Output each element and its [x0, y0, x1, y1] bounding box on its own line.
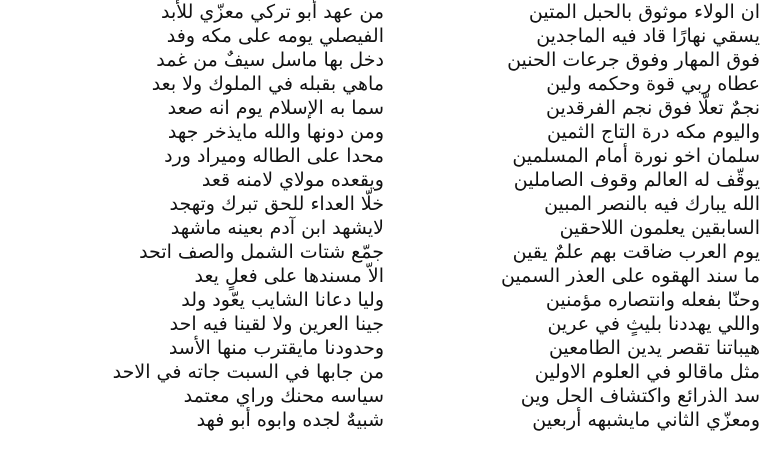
verse-line: ماهي بقبله في الملوك ولا بعد — [151, 73, 384, 95]
verse-line: دخل بها ماسل سيفٌ من غمد — [156, 49, 384, 71]
poem-column-left — [22, 0, 394, 470]
verse-line: سياسه محنك وراي معتمد — [183, 385, 384, 407]
verse-line: مثل ماقالو في العلوم الاولين — [534, 361, 760, 383]
verse-line: يوم العرب ضاقت بهم علمٌ يقين — [512, 241, 760, 263]
verse-line: السابقين يعلمون اللاحقين — [559, 217, 760, 239]
verse-line: شبيهٌ لجده وابوه أبو فهد — [196, 409, 384, 431]
verse-line: وليا دعانا الشايب يعّود ولد — [181, 289, 384, 311]
verse-line: يوقّف له العالم وقوف الصاملين — [513, 169, 760, 191]
verse-line: يسقي نهارًا قاد فيه الماجدين — [536, 25, 760, 47]
verse-line: الله يبارك فيه بالنصر المبين — [544, 193, 760, 215]
poem-column-right — [408, 0, 780, 470]
verse-line: جينا العرين ولا لقينا فيه احد — [169, 313, 384, 335]
verse-line: ان الولاء موثوق بالحبل المتين — [528, 1, 760, 23]
verse-line: سد الذرائع واكتشاف الحل وين — [520, 385, 760, 407]
verse-line: ويقعده مولاي لامنه قعد — [201, 169, 384, 191]
verse-line: الاّ مسندها على فعلٍ يعد — [194, 265, 384, 287]
verse-line: وحنّا بفعله وانتصاره مؤمنين — [545, 289, 760, 311]
verse-line: عطاه ربي قوة وحكمه ولين — [546, 73, 760, 95]
verse-line: ومعزّي الثاني مايشبهه أربعين — [532, 409, 760, 431]
verse-line: نجمٌ تعلّا فوق نجم الفرقدين — [546, 97, 760, 119]
verse-line: جمّع شتات الشمل والصف اتحد — [139, 241, 384, 263]
verse-line: ومن دونها والله مايذخر جهد — [167, 121, 384, 143]
verse-line: سلمان اخو نورة أمام المسلمين — [512, 145, 760, 167]
verse-line: هيباتنا تقصر يدين الطامعين — [548, 337, 760, 359]
verse-line: واليوم مكه درة التاج الثمين — [547, 121, 760, 143]
verse-line: خلّا العداء للحق تبرك وتهجد — [169, 193, 384, 215]
verse-line: من جابها في السبت جاته في الاحد — [112, 361, 384, 383]
verse-line: ما سند الهقوه على العذر السمين — [500, 265, 760, 287]
verse-line: لايشهد ابن آدم بعينه ماشهد — [170, 217, 384, 239]
verse-line: سما به الإسلام يوم انه صعد — [167, 97, 384, 119]
verse-line: واللي يهددنا بليثٍ في عرين — [547, 313, 760, 335]
verse-line: فوق المهار وفوق جرعات الحنين — [507, 49, 760, 71]
verse-line: محدا على الطاله وميراد ورد — [164, 145, 384, 167]
verse-line: وحدودنا مايقترب منها الأسد — [168, 337, 384, 359]
verse-line: الفيصلي يومه على مكه وفد — [166, 25, 384, 47]
verse-line: من عهد أبو تركي معزّي للأبد — [160, 1, 384, 23]
